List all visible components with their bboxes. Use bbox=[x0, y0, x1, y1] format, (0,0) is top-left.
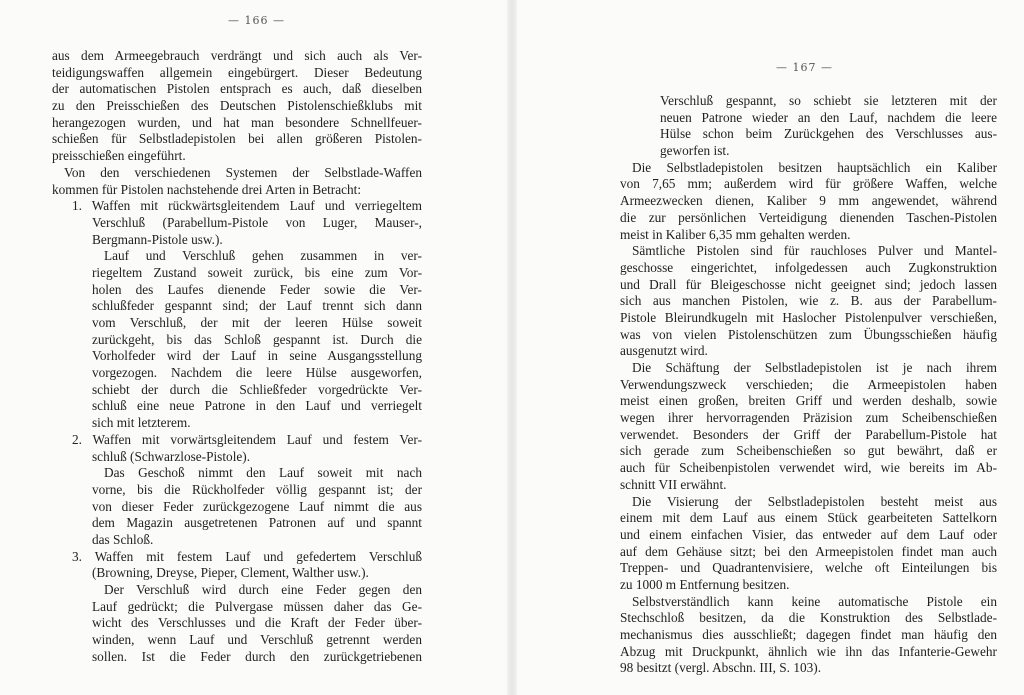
text-line: Das Geschoß nimmt den Lauf soweit mit nach bbox=[104, 465, 422, 481]
text-line: einem mit dem Lauf aus einem Stück gearbeiteten Sattelkorn bbox=[620, 510, 997, 526]
text-line: zu 1000 m Entfernung besitzen. bbox=[620, 576, 790, 592]
text-line: und Drall für Bleigeschosse nicht geeignet sind; jedoch lassen bbox=[620, 276, 997, 292]
text-line: zu den Preisschießen des Deutschen Pistolenschießklubs mit bbox=[52, 98, 422, 114]
text-line: Sämtliche Pistolen sind für rauchloses Pulver und Mantel- bbox=[632, 243, 997, 259]
text-line: neuen Patrone wieder an den Lauf, nachdem die leere bbox=[660, 109, 997, 125]
page-number-right: — 167 — bbox=[776, 61, 833, 74]
text-line: schluß eine neue Patrone in den Lauf und verriegelt bbox=[92, 398, 422, 414]
text-line: das Schloß. bbox=[92, 531, 154, 547]
page-number-left: — 166 — bbox=[228, 14, 285, 27]
text-line: vorne, bis die Rückholfeder völlig gespannt ist; der bbox=[92, 481, 422, 497]
text-line: 2. Waffen mit vorwärtsgleitendem Lauf und festem Ver- bbox=[72, 431, 422, 447]
text-line: geworfen ist. bbox=[660, 143, 730, 159]
text-line: Vorholfeder wird der Lauf in seine Ausgangsstellung bbox=[92, 348, 422, 364]
text-line: Von den verschiedenen Systemen der Selbstlade-Waffen bbox=[64, 164, 422, 180]
text-line: von 7,65 mm; außerdem wird für größere Waffen, welche bbox=[620, 176, 997, 192]
text-line: Die Schäftung der Selbstladepistolen ist je nach ihrem bbox=[632, 360, 997, 375]
text-line: (Browning, Dreyse, Pieper, Clement, Walther usw.). bbox=[92, 565, 369, 581]
text-line: schlußfeder gespannt sind; der Lauf trennt sich dann bbox=[92, 298, 422, 314]
text-line: Stechschloß besitzen, da die Konstruktion des Selbstlade- bbox=[620, 610, 997, 626]
text-line: preisschießen eingeführt. bbox=[52, 148, 186, 164]
text-line: Bergmann-Pistole usw.). bbox=[92, 231, 223, 247]
text-line: vorgezogen. Nachdem die leere Hülse ausgeworfen, bbox=[92, 365, 422, 381]
text-line: auf dem Gehäuse sitzt; bei den Armeepistolen findet man auch bbox=[620, 543, 997, 559]
text-line: dem Magazin ausgetretenen Patronen auf und spannt bbox=[92, 515, 422, 531]
text-line: Die Selbstladepistolen besitzen hauptsächlich ein Kaliber bbox=[632, 159, 997, 175]
text-line: Der Verschluß wird durch eine Feder gegen den bbox=[104, 582, 422, 597]
text-line: holen des Laufes dienende Feder sowie die Ver- bbox=[92, 281, 422, 297]
text-line: winden, wenn Lauf und Verschluß getrennt werden bbox=[92, 632, 422, 648]
text-line: sich gerade zum Scheibenschießen so gut bewährt, daß er bbox=[620, 443, 997, 459]
text-line: wegen ihrer hervorragenden Präzision zum Scheibenschießen bbox=[620, 410, 997, 426]
text-line: der automatischen Pistolen entsprach es auch, daß dieselben bbox=[52, 81, 422, 97]
text-line: teidigungswaffen allgemein eingebürgert. Dieser Bedeutung bbox=[52, 64, 422, 80]
text-line: Verschluß gespannt, so schiebt sie letzteren mit der bbox=[660, 93, 997, 108]
text-line: Lauf und Verschluß gehen zusammen in ver- bbox=[104, 248, 422, 264]
text-line: schluß (Schwarzlose-Pistole). bbox=[92, 448, 251, 464]
text-line: Verschluß (Parabellum-Pistole von Luger, Mauser-, bbox=[92, 214, 422, 230]
text-line: schießen für Selbstladepistolen bei allen größeren Pistolen- bbox=[52, 131, 422, 147]
text-line: sich aus manchen Pistolen, wie z. B. aus der Parabellum- bbox=[620, 293, 997, 309]
text-line: meist in Kaliber 6,35 mm gehalten werden. bbox=[620, 226, 851, 242]
text-line: von dieser Feder zurückgezogene Lauf nimmt die aus bbox=[92, 498, 422, 514]
text-line: die zur persönlichen Verteidigung dienenden Taschen-Pistolen bbox=[620, 209, 997, 225]
text-line: Hülse schon beim Zurückgehen des Verschlusses aus- bbox=[660, 126, 997, 142]
text-line: Pistole Bleirundkugeln mit Haslocher Pistolenpulver verschießen, bbox=[620, 309, 997, 325]
text-line: Treppen- und Quadrantenvisiere, welche oft Einteilungen bis bbox=[620, 560, 997, 576]
text-line: Die Visierung der Selbstladepistolen besteht meist aus bbox=[632, 493, 997, 509]
text-line: 3. Waffen mit festem Lauf und gefedertem Verschluß bbox=[72, 548, 422, 564]
text-line: schnitt VII erwähnt. bbox=[620, 476, 727, 492]
left-page bbox=[0, 0, 508, 695]
text-line: geschosse eingerichtet, infolgedessen auch Zugkonstruktion bbox=[620, 259, 997, 275]
left-page-text bbox=[52, 48, 422, 665]
text-line: wicht des Verschlusses und die Kraft der Feder über- bbox=[92, 615, 422, 631]
text-line: 1. Waffen mit rückwärtsgleitendem Lauf und verriegeltem bbox=[72, 198, 422, 214]
text-line: riegeltem Zustand soweit zurück, bis eine zum Vor- bbox=[92, 264, 422, 280]
text-line: und einem einfachen Visier, das entweder auf dem Lauf oder bbox=[620, 526, 997, 542]
text-line: Abzug mit Druckpunkt, ähnlich wie ihn das Infanterie-Gewehr bbox=[620, 643, 997, 659]
book-gutter bbox=[507, 0, 517, 695]
text-line: Lauf gedrückt; die Pulvergase müssen daher das Ge- bbox=[92, 598, 422, 614]
text-line: zurückgeht, bis das Schloß gespannt ist. Durch die bbox=[92, 331, 422, 347]
text-line: verwendet. Besonders der Griff der Parabellum-Pistole hat bbox=[620, 426, 997, 442]
text-line: mechanismus dies ausschließt; dagegen findet man häufig den bbox=[620, 627, 997, 642]
text-line: sich mit letzterem. bbox=[92, 415, 191, 431]
text-line: meist einen großen, breiten Griff und werden deshalb, sowie bbox=[620, 393, 997, 409]
text-line: kommen für Pistolen nachstehende drei Arten in Betracht: bbox=[52, 181, 362, 197]
text-line: Armeezwecken dienen, Kaliber 9 mm angewendet, während bbox=[620, 193, 997, 209]
text-line: herangezogen wurden, und hat man besondere Schnellfeuer- bbox=[52, 114, 422, 130]
text-line: schiebt der durch die Schließfeder vorgedrückte Ver- bbox=[92, 381, 422, 397]
text-line: ausgenutzt wird. bbox=[620, 343, 708, 359]
text-line: vom Verschluß, der mit der leeren Hülse soweit bbox=[92, 315, 422, 330]
right-page-text bbox=[620, 93, 997, 677]
text-line: was von vielen Pistolenschützen zum Übungsschießen häufig bbox=[620, 326, 997, 342]
text-line: sollen. Ist die Feder durch den zurückgetriebenen bbox=[92, 648, 422, 664]
text-line: aus dem Armeegebrauch verdrängt und sich auch als Ver- bbox=[52, 48, 422, 63]
text-line: Verwendungszweck verschieden; die Armeepistolen haben bbox=[620, 376, 997, 392]
text-line: auch für Scheibenpistolen verwendet wird, wie bereits im Ab- bbox=[620, 460, 997, 476]
text-line: Selbstverständlich kann keine automatische Pistole ein bbox=[632, 593, 997, 609]
text-line: 98 besitzt (vergl. Abschn. III, S. 103). bbox=[620, 660, 822, 676]
right-page bbox=[517, 0, 1024, 695]
